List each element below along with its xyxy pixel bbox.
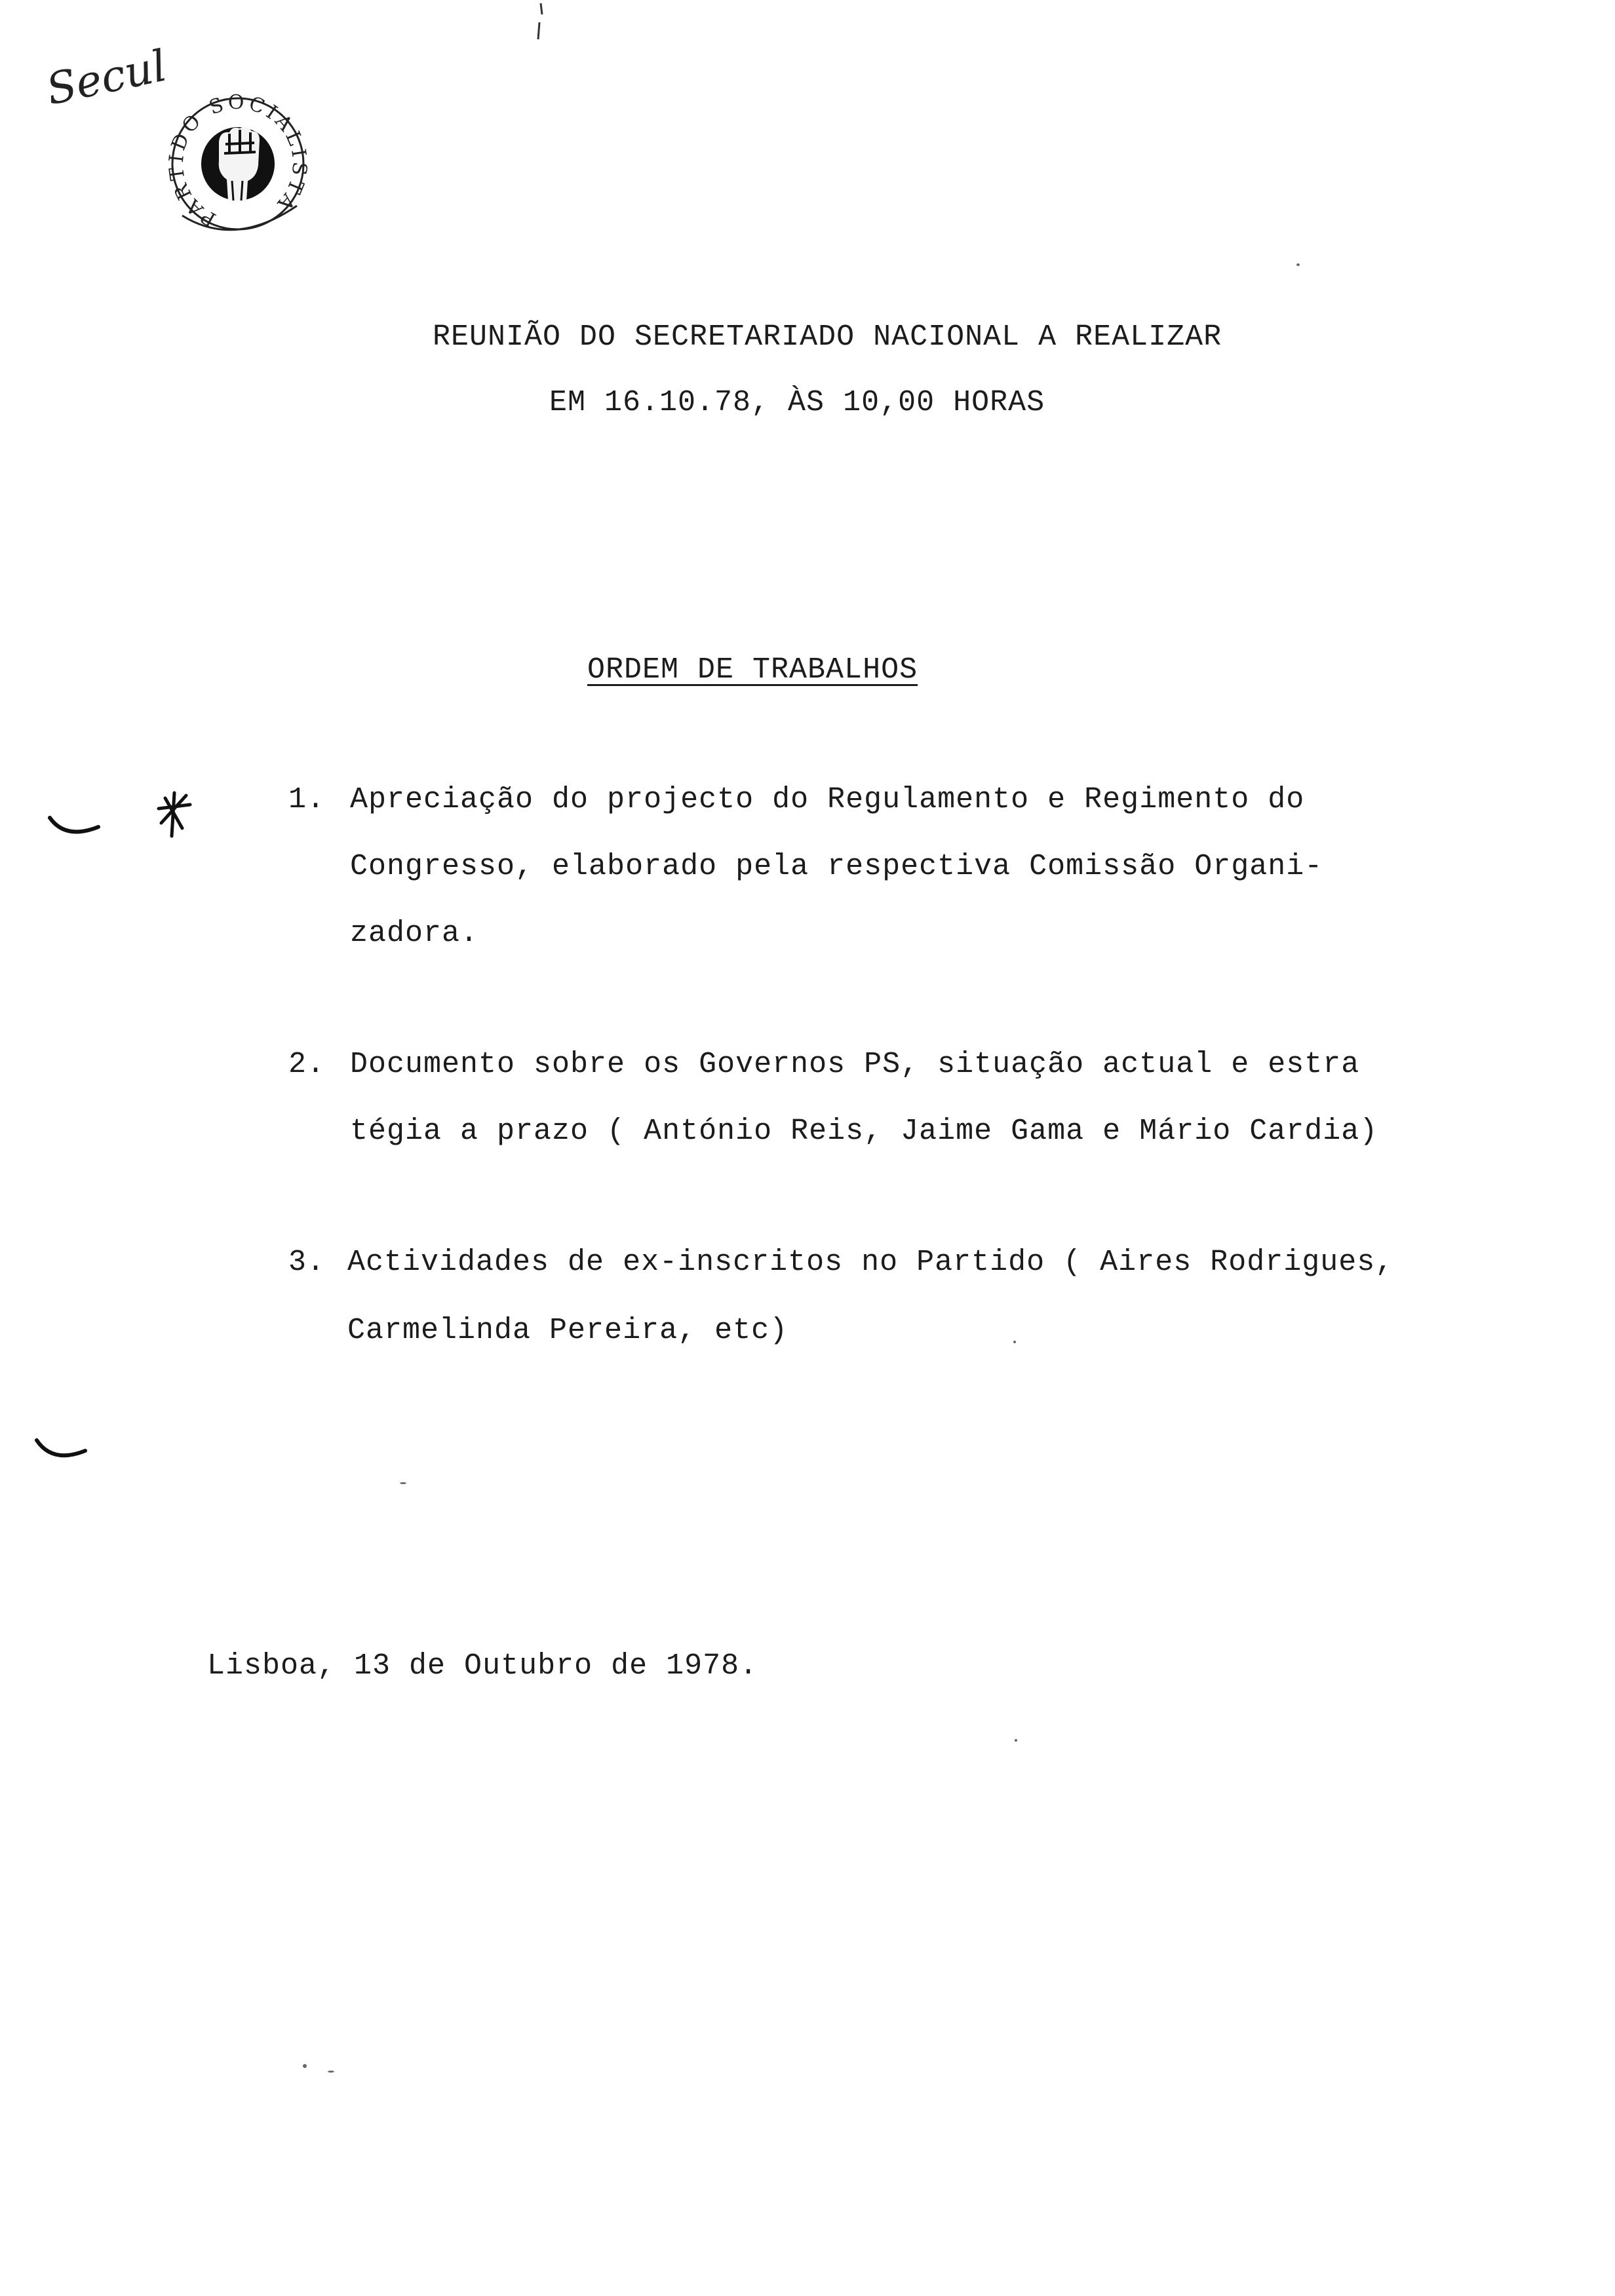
agenda-item-text: Apreciação do projecto do Regulamento e Regimento do <box>350 783 1305 816</box>
place-and-date: Lisboa, 13 de Outubro de 1978. <box>207 1649 758 1683</box>
agenda-item-text: Actividades de ex-inscritos no Partido ( Aires Rodrigues, <box>347 1246 1394 1279</box>
agenda-item-text: Carmelinda Pereira, etc) <box>347 1314 788 1347</box>
agenda-item-number: 3. <box>288 1246 326 1279</box>
scan-speck <box>1296 263 1300 266</box>
agenda-title: ORDEM DE TRABALHOS <box>587 653 918 687</box>
partido-socialista-emblem-icon <box>156 88 320 245</box>
scan-speck <box>1013 1341 1016 1343</box>
margin-check-mark <box>33 1435 92 1468</box>
party-logo <box>156 88 320 245</box>
meeting-date-time: EM 16.10.78, ÀS 10,00 HORAS <box>549 386 1045 419</box>
agenda-item-number: 2. <box>288 1048 326 1081</box>
agenda-item-number: 1. <box>288 783 326 816</box>
margin-check-mark <box>46 813 105 845</box>
agenda-item-text: tégia a prazo ( António Reis, Jaime Gama e Mário Cardia) <box>350 1115 1378 1148</box>
agenda-item-text: zadora. <box>350 917 479 950</box>
meeting-heading: REUNIÃO DO SECRETARIADO NACIONAL A REALIZAR <box>433 320 1222 354</box>
handwritten-note: Secul <box>42 40 171 115</box>
pen-tick-mark <box>534 0 547 46</box>
scan-speck <box>400 1482 406 1484</box>
scan-speck <box>303 2064 307 2068</box>
asterisk-mark <box>152 789 198 841</box>
scan-speck <box>328 2071 334 2073</box>
agenda-item-text: Documento sobre os Governos PS, situação actual e estra <box>350 1048 1360 1081</box>
logo-ring-text: PARTIDO SOCIALISTA <box>165 90 311 231</box>
scan-speck <box>1015 1739 1017 1742</box>
agenda-item-text: Congresso, elaborado pela respectiva Comissão Organi- <box>350 850 1323 883</box>
